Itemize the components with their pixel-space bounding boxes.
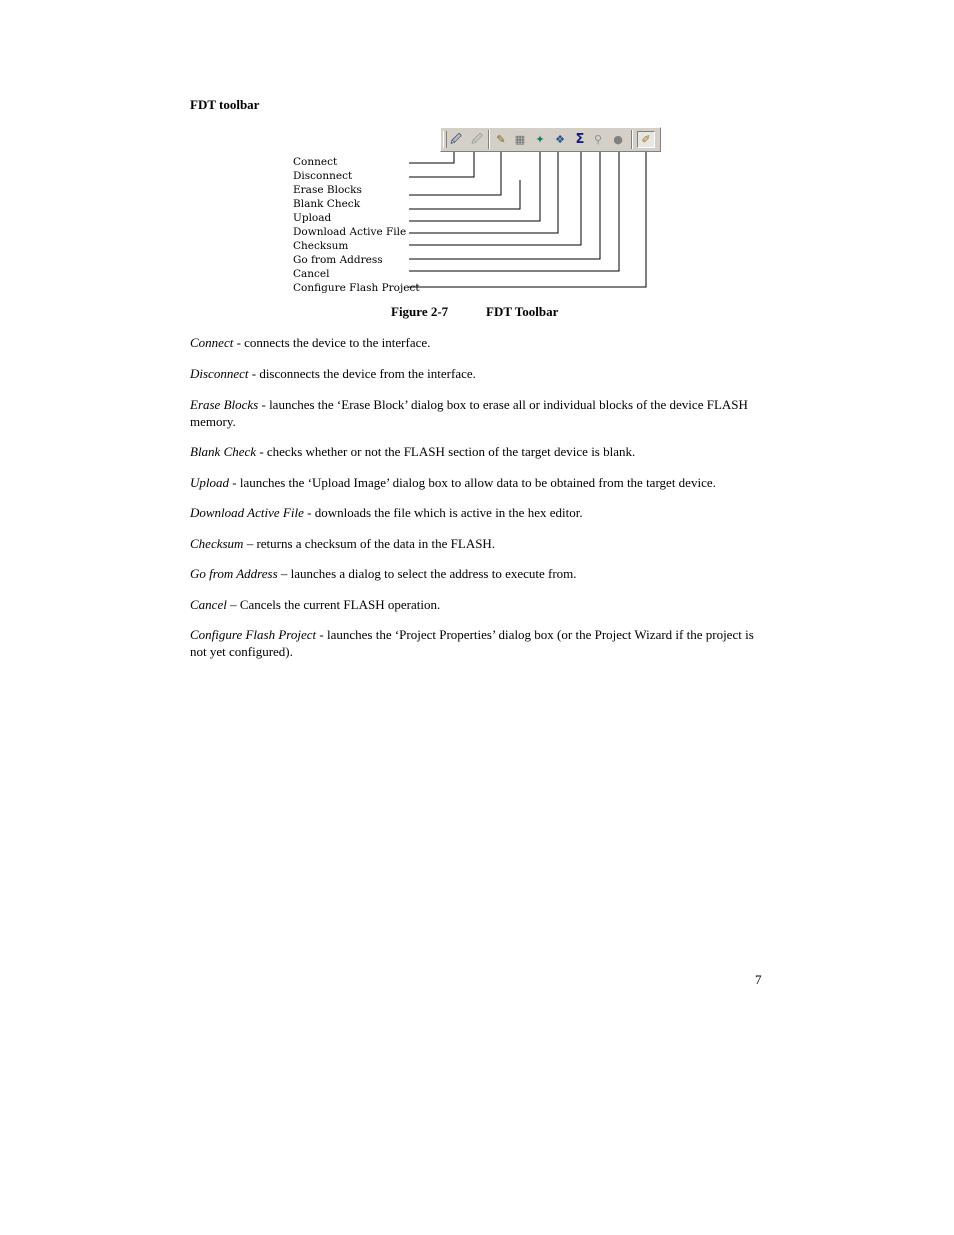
description-text: - launches the ‘Erase Block’ dialog box to erase all or individual blocks of the device FLASH memory. — [190, 397, 748, 429]
description-paragraph — [190, 474, 765, 491]
download-icon: ❖ — [555, 133, 565, 146]
callout-label: Configure Flash Project — [293, 282, 420, 294]
term: Go from Address — [190, 566, 278, 581]
upload-icon: ✦ — [535, 133, 545, 146]
description-paragraph — [190, 535, 765, 552]
description-text: - checks whether or not the FLASH section of the target device is blank. — [256, 444, 636, 459]
term: Erase Blocks — [190, 397, 259, 412]
description-paragraph — [190, 626, 765, 660]
callout-leader-line — [409, 152, 600, 259]
callout-label: Checksum — [293, 240, 349, 252]
description-paragraph — [190, 334, 765, 351]
eraser-icon: ✎ — [496, 133, 506, 146]
description-text: – Cancels the current FLASH operation. — [226, 597, 441, 612]
term: Connect — [190, 335, 234, 350]
callout-label: Connect — [293, 156, 338, 168]
callout-label: Blank Check — [293, 198, 361, 210]
fdt-toolbar-figure — [0, 0, 954, 319]
callout-leader-line — [409, 152, 454, 163]
description-text: - launches the ‘Upload Image’ dialog box to allow data to be obtained from the target device. — [229, 475, 716, 490]
description-paragraph — [190, 396, 765, 430]
description-paragraph — [190, 565, 765, 582]
callout-leader-line — [409, 152, 619, 271]
description-text: – launches a dialog to select the address to execute from. — [277, 566, 577, 581]
description-paragraph — [190, 365, 765, 382]
description-text: - downloads the file which is active in the hex editor. — [303, 505, 583, 520]
section-title: FDT toolbar — [190, 97, 260, 112]
page-number: 7 — [755, 972, 762, 987]
term: Configure Flash Project — [190, 627, 317, 642]
stop-circle-icon: ● — [613, 133, 623, 146]
term: Cancel — [190, 597, 227, 612]
go-icon: ⚲ — [593, 133, 603, 146]
term: Upload — [190, 475, 229, 490]
callout-leader-line — [409, 152, 474, 177]
description-paragraph — [190, 504, 765, 521]
callout-lines — [0, 0, 954, 300]
term: Download Active File — [190, 505, 304, 520]
description-text: - connects the device to the interface. — [233, 335, 431, 350]
callout-label: Erase Blocks — [293, 184, 362, 196]
description-text: – returns a checksum of the data in the FLASH. — [243, 536, 496, 551]
term: Blank Check — [190, 444, 257, 459]
figure-caption-number: Figure 2-7 — [391, 304, 449, 319]
callout-label: Download Active File — [293, 226, 407, 238]
callout-leader-line — [409, 152, 501, 195]
term: Checksum — [190, 536, 244, 551]
blank-check-icon: ▦ — [514, 133, 526, 146]
plug-connect-icon: 🖉 — [450, 133, 462, 146]
callout-label: Upload — [293, 212, 332, 224]
callout-label: Go from Address — [293, 254, 383, 266]
description-text: - disconnects the device from the interface. — [248, 366, 476, 381]
description-text: - launches the ‘Project Properties’ dialog box (or the Project Wizard if the project is not yet configured). — [190, 627, 754, 659]
description-paragraph — [190, 596, 765, 613]
plug-disconnect-icon: 🖉 — [471, 133, 483, 146]
callout-leader-line — [409, 152, 581, 245]
magic-wand-icon: ✐ — [641, 133, 651, 146]
figure-caption-title: FDT Toolbar — [486, 304, 559, 319]
callout-label: Cancel — [293, 268, 330, 280]
callout-leader-line — [409, 152, 646, 287]
callout-label: Disconnect — [293, 170, 353, 182]
description-paragraph — [190, 443, 765, 460]
sigma-icon: Σ — [575, 132, 585, 147]
term: Disconnect — [190, 366, 249, 381]
